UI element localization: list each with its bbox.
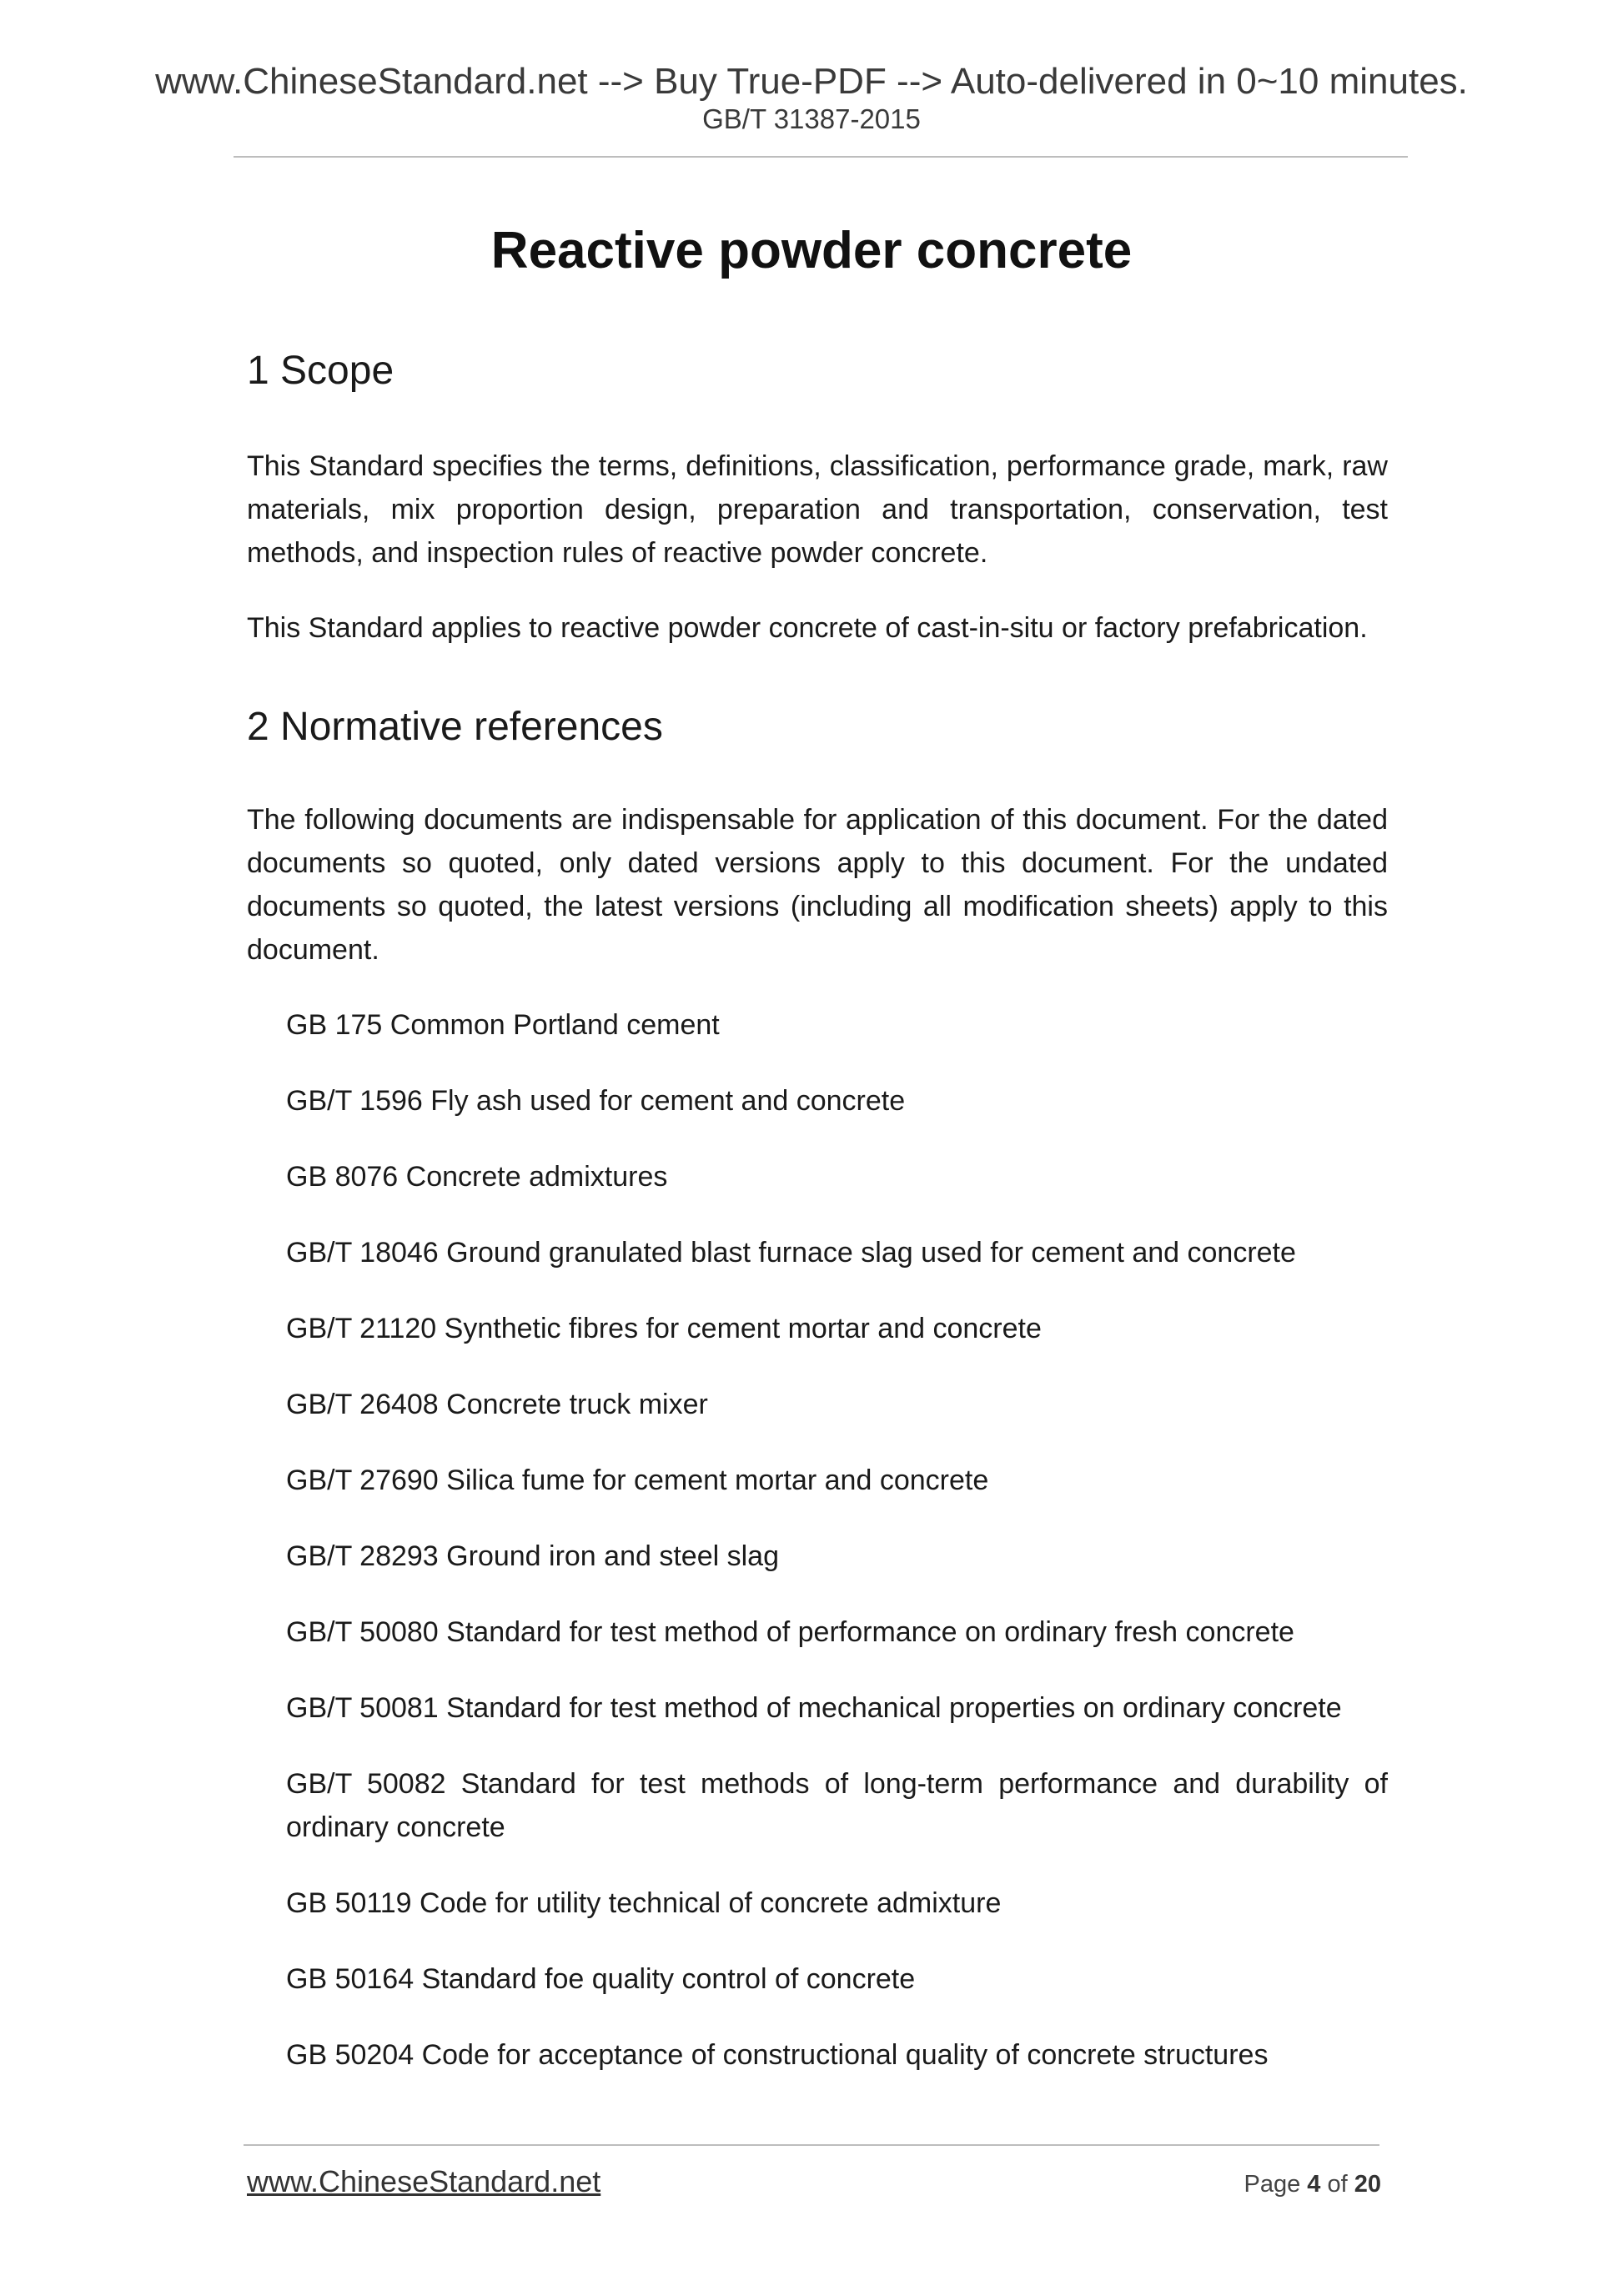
header-doc-code: GB/T 31387-2015	[702, 103, 921, 134]
reference-code: GB/T 1596	[286, 1085, 423, 1117]
reference-item	[286, 1762, 1388, 1849]
reference-title: Concrete truck mixer	[446, 1389, 708, 1420]
reference-item	[286, 1535, 1388, 1578]
reference-code: GB/T 27690	[286, 1465, 439, 1496]
references-intro-paragraph: The following documents are indispensable for application of this document. For the dated documents so quoted, only dated versions apply to this document. For the undated documents so quoted, the latest versions (including all modification sheets) apply to this document.	[247, 804, 1388, 966]
reference-item	[286, 1003, 1388, 1047]
footer-divider	[244, 2144, 1379, 2146]
reference-title: Synthetic fibres for cement mortar and concrete	[444, 1313, 1042, 1344]
page-title: Reactive powder concrete	[490, 222, 1133, 279]
reference-item	[286, 1079, 1388, 1123]
reference-item	[286, 1882, 1388, 1925]
reference-title: Standard for test method of mechanical properties on ordinary concrete	[446, 1692, 1342, 1724]
reference-item	[286, 1383, 1388, 1426]
reference-code: GB 50119	[286, 1887, 412, 1919]
scope-paragraph-2: This Standard applies to reactive powder concrete of cast-in-situ or factory prefabrication.	[247, 612, 1368, 644]
reference-item	[286, 1459, 1388, 1502]
reference-code: GB 175	[286, 1009, 383, 1041]
section-heading-references: 2 Normative references	[247, 705, 663, 749]
reference-item	[286, 1231, 1388, 1274]
page-of-label: of	[1327, 2171, 1348, 2198]
reference-title: Code for utility technical of concrete admixture	[420, 1887, 1002, 1919]
section-heading-scope: 1 Scope	[247, 349, 394, 393]
reference-code: GB/T 50081	[286, 1692, 439, 1724]
reference-code: GB 50164	[286, 1963, 415, 1995]
reference-title: Silica fume for cement mortar and concrete	[446, 1465, 989, 1496]
header-banner: www.ChineseStandard.net --> Buy True-PDF --> Auto-delivered in 0~10 minutes.	[155, 61, 1468, 102]
reference-code: GB/T 50082	[286, 1768, 446, 1800]
reference-title: Ground granulated blast furnace slag used for cement and concrete	[446, 1237, 1296, 1269]
header-divider	[234, 156, 1408, 158]
reference-title: Concrete admixtures	[405, 1161, 668, 1193]
reference-code: GB/T 26408	[286, 1389, 439, 1420]
reference-code: GB 8076	[286, 1161, 399, 1193]
reference-code: GB/T 28293	[286, 1540, 439, 1572]
reference-code: GB/T 50080	[286, 1616, 439, 1648]
reference-title: Standard for test methods of long-term performance and durability of ordinary concrete	[286, 1768, 1388, 1843]
reference-item	[286, 1686, 1388, 1730]
reference-item	[286, 1307, 1388, 1350]
page-total: 20	[1354, 2171, 1381, 2198]
footer-site-link[interactable]: www.ChineseStandard.net	[247, 2164, 601, 2198]
reference-title: Common Portland cement	[389, 1009, 720, 1041]
reference-code: GB/T 21120	[286, 1313, 437, 1344]
reference-item	[286, 1155, 1388, 1198]
reference-item	[286, 1610, 1388, 1654]
scope-paragraph-1: This Standard specifies the terms, definitions, classification, performance grade, mark, raw materials, mix proportion design, preparation and transportation, conservation, test methods, and inspection rules of reactive powder concrete.	[247, 450, 1388, 569]
reference-code: GB 50204	[286, 2039, 415, 2071]
reference-code: GB/T 18046	[286, 1237, 439, 1269]
page-number	[1244, 2173, 1381, 2197]
reference-item	[286, 2033, 1388, 2077]
reference-title: Ground iron and steel slag	[446, 1540, 779, 1572]
reference-title: Standard foe quality control of concrete	[421, 1963, 916, 1995]
page-label: Page	[1244, 2171, 1301, 2198]
reference-title: Standard for test method of performance on ordinary fresh concrete	[446, 1616, 1294, 1648]
reference-title: Code for acceptance of constructional quality of concrete structures	[421, 2039, 1269, 2071]
reference-title: Fly ash used for cement and concrete	[430, 1085, 906, 1117]
page-current: 4	[1307, 2171, 1321, 2198]
reference-item	[286, 1957, 1388, 2001]
